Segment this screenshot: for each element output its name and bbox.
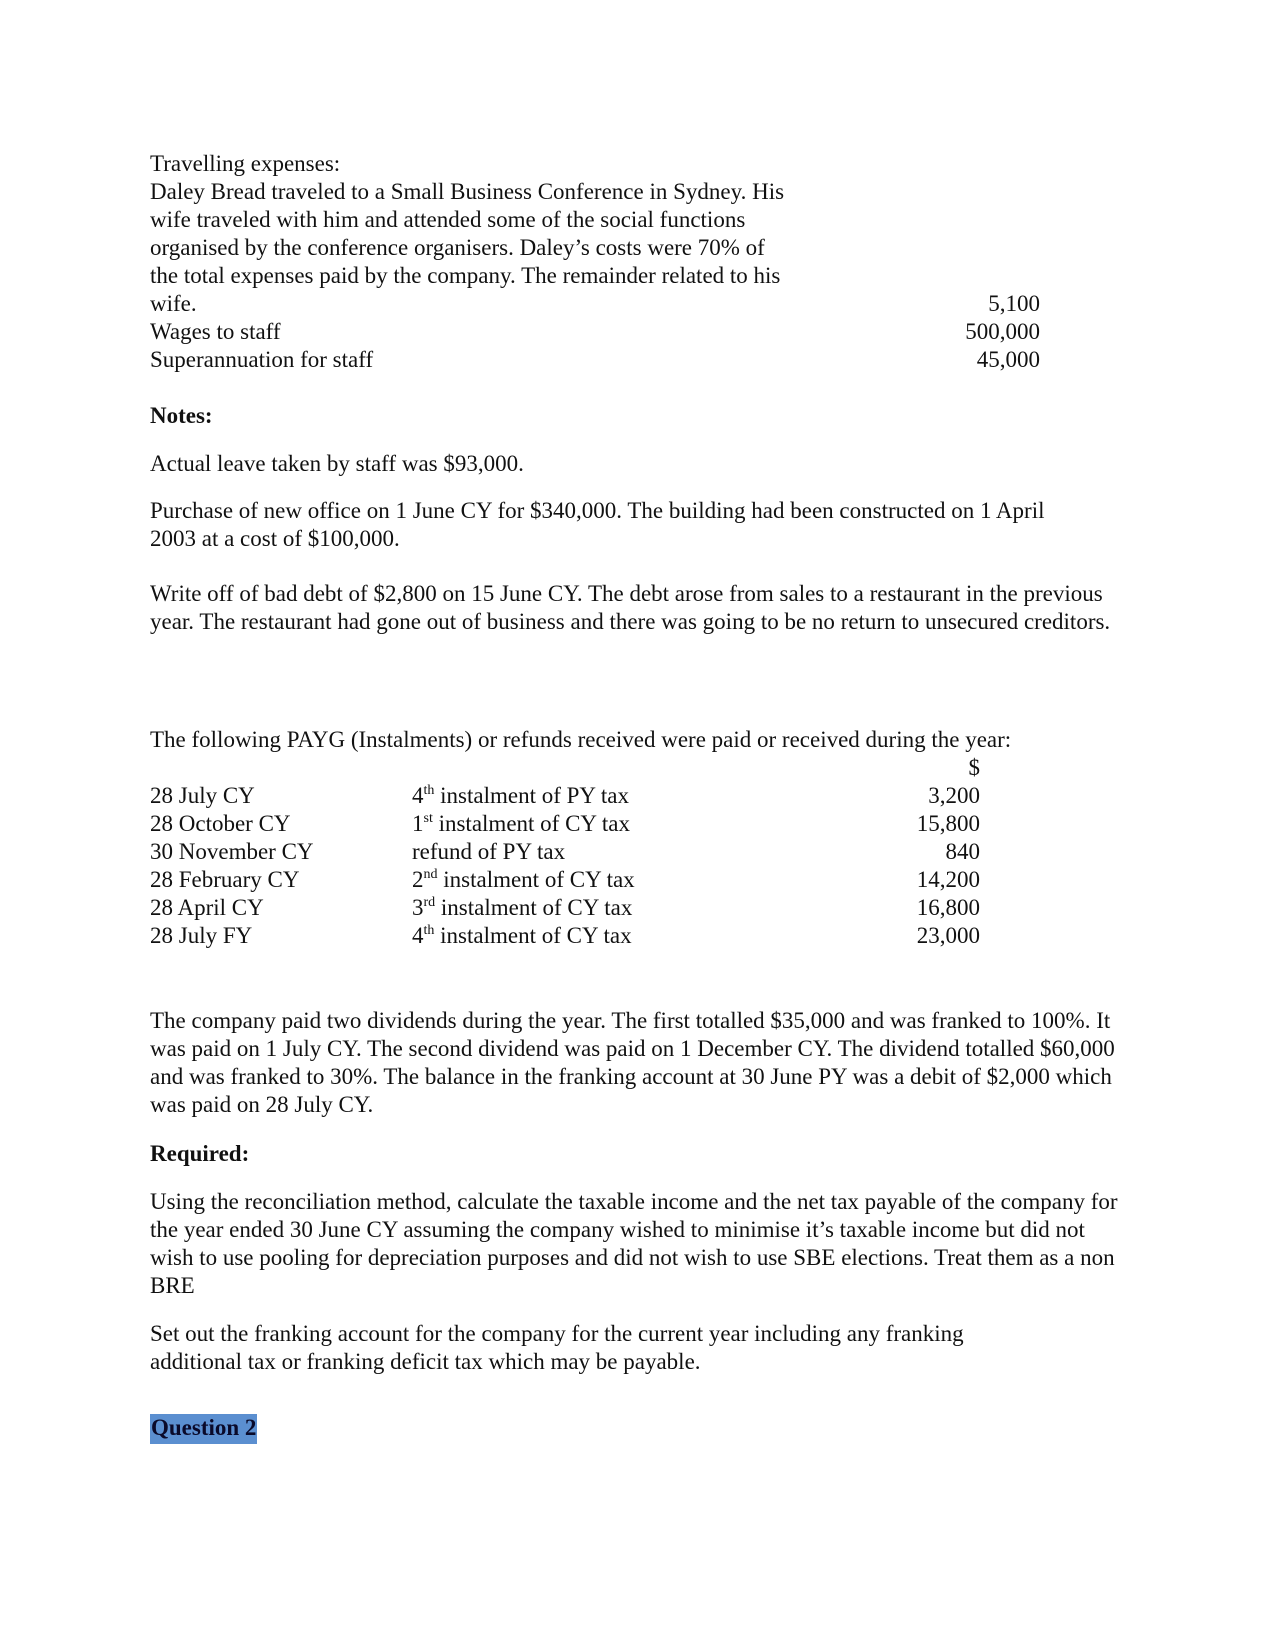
travel-line: the total expenses paid by the company. The remainder related to his xyxy=(150,263,781,288)
payg-amount: 840 xyxy=(945,839,980,864)
note-leave: Actual leave taken by staff was $93,000. xyxy=(150,451,524,476)
payg-date: 28 July FY xyxy=(150,923,253,948)
required-paragraph-2: Set out the franking account for the company for the current year including any franking additional tax or franking deficit tax which may be payable. xyxy=(150,1321,964,1374)
required-heading: Required: xyxy=(150,1141,250,1166)
payg-date: 28 February CY xyxy=(150,867,300,892)
travel-line: wife traveled with him and attended some of the social functions xyxy=(150,207,746,232)
wages-label: Wages to staff xyxy=(150,319,281,344)
note-bad-debt: Write off of bad debt of $2,800 on 15 June CY. The debt arose from sales to a restaurant in the previous year. The restaurant had gone out of business and there was going to be no return to unsecured creditors. xyxy=(150,581,1111,634)
payg-amount: 16,800 xyxy=(916,895,980,920)
travel-expenses-block xyxy=(150,150,850,374)
payg-intro: The following PAYG (Instalments) or refunds received were paid or received during the year: xyxy=(150,727,1012,752)
travel-amount: 5,100 xyxy=(988,291,1040,316)
payg-amount: 23,000 xyxy=(916,923,980,948)
payg-description: 1st instalment of CY tax xyxy=(412,811,631,836)
travel-line: wife. xyxy=(150,291,197,316)
payg-description: 3rd instalment of CY tax xyxy=(412,895,633,920)
wages-amount: 500,000 xyxy=(965,319,1040,344)
payg-date: 28 July CY xyxy=(150,783,255,808)
travel-heading: Travelling expenses: xyxy=(150,151,341,176)
payg-description: refund of PY tax xyxy=(412,839,566,864)
payg-date: 28 October CY xyxy=(150,811,291,836)
travel-line: Daley Bread traveled to a Small Business Conference in Sydney. His xyxy=(150,179,785,204)
payg-description: 4th instalment of CY tax xyxy=(412,923,632,948)
required-paragraph-1: Using the reconciliation method, calculate the taxable income and the net tax payable of the company for the year ended 30 June CY assuming the company wished to minimise it’s taxable income but did not wish to use pooling for depreciation purposes and did not wish to use SBE elections. Treat them as a non BRE xyxy=(150,1189,1118,1298)
note-office: Purchase of new office on 1 June CY for $340,000. The building had been constructed on 1 April 2003 at a cost of $100,000. xyxy=(150,498,1045,551)
payg-amount: 14,200 xyxy=(916,867,980,892)
payg-amount: 15,800 xyxy=(916,811,980,836)
payg-currency-header: $ xyxy=(968,755,980,780)
payg-description: 4th instalment of PY tax xyxy=(412,783,630,808)
super-label: Superannuation for staff xyxy=(150,347,374,372)
payg-description: 2nd instalment of CY tax xyxy=(412,867,635,892)
payg-amount: 3,200 xyxy=(928,783,980,808)
super-amount: 45,000 xyxy=(976,347,1040,372)
question-2-heading[interactable]: Question 2 xyxy=(150,1414,257,1444)
payg-date: 30 November CY xyxy=(150,839,314,864)
payg-date: 28 April CY xyxy=(150,895,264,920)
notes-heading: Notes: xyxy=(150,403,213,428)
travel-line: organised by the conference organisers. Daley’s costs were 70% of xyxy=(150,235,765,260)
dividends-paragraph: The company paid two dividends during the year. The first totalled $35,000 and was franked to 100%. It was paid on 1 July CY. The second dividend was paid on 1 December CY. The dividend totalled $60,000 and was franked to 30%. The balance in the franking account at 30 June PY was a debit of $2,000 which was paid on 28 July CY. xyxy=(150,1008,1115,1117)
